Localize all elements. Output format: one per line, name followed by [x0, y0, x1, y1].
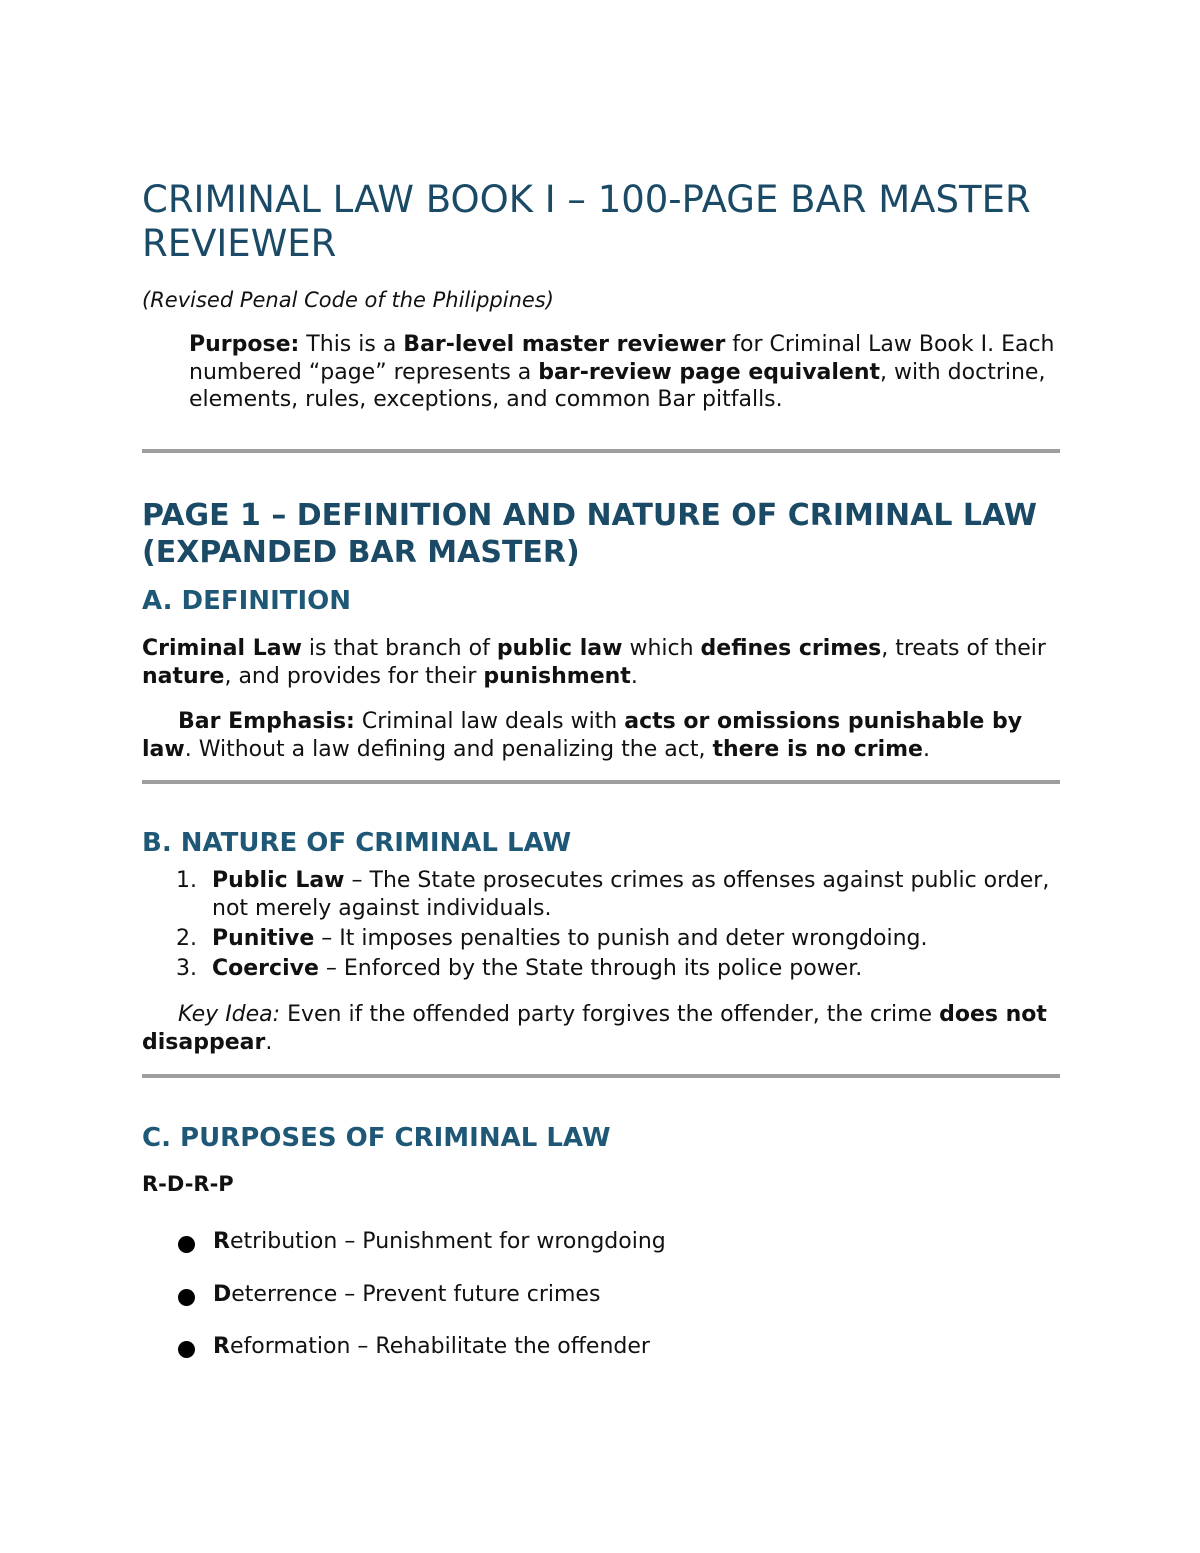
list-item: [142, 1228, 666, 1281]
section-c-heading: C. PURPOSES OF CRIMINAL LAW: [142, 1123, 611, 1153]
initial-letter: R: [213, 1229, 230, 1254]
key-idea-label: Key Idea:: [178, 1002, 281, 1027]
bullet-icon: [178, 1289, 195, 1306]
bold-text: acts or omissions punishable by law: [142, 709, 1023, 762]
list-text: eformation – Rehabilitate the offender: [229, 1334, 650, 1359]
definition-paragraph: [142, 635, 1060, 691]
bold-text: there is no crime: [712, 737, 923, 762]
list-number: 2.: [176, 926, 197, 951]
text: , treats of their: [881, 636, 1046, 661]
list-term: Public Law: [212, 868, 345, 893]
purpose-text: , with doctrine, elements, rules, exceptions, and common Bar pitfalls.: [189, 359, 1046, 412]
section-a-heading: A. DEFINITION: [142, 586, 352, 616]
text: .: [922, 737, 930, 762]
purpose-label: Purpose:: [189, 332, 300, 357]
list-number: 1.: [176, 868, 197, 893]
text: . Without a law defining and penalizing the act,: [184, 737, 713, 762]
text: is that branch of: [301, 636, 497, 661]
purposes-list: [142, 1228, 666, 1386]
section-b-heading: B. NATURE OF CRIMINAL LAW: [142, 828, 572, 858]
bold-text: Criminal Law: [142, 636, 302, 661]
text: Criminal law deals with: [354, 709, 625, 734]
nature-list: [142, 867, 1060, 985]
initial-letter: R: [213, 1334, 230, 1359]
list-desc: – It imposes penalties to punish and deter wrongdoing.: [314, 926, 928, 951]
list-term: Coercive: [212, 956, 319, 981]
bullet-icon: [178, 1341, 195, 1358]
text: .: [265, 1030, 273, 1055]
list-item: [142, 1281, 666, 1334]
text: .: [630, 664, 638, 689]
list-text: eterrence – Prevent future crimes: [231, 1281, 601, 1307]
divider: [142, 780, 1060, 784]
purpose-text: This is a: [299, 332, 404, 357]
bullet-icon: [178, 1236, 195, 1253]
bar-emphasis-paragraph: [142, 708, 1060, 764]
list-item: [142, 925, 1060, 953]
purpose-bold-text: bar-review page equivalent: [538, 359, 881, 385]
bold-text: public law: [496, 636, 623, 661]
list-text: etribution – Punishment for wrongdoing: [229, 1229, 666, 1254]
emphasis-label: Bar Emphasis:: [178, 709, 355, 734]
text: , and provides for their: [224, 664, 484, 689]
divider: [142, 449, 1060, 453]
list-desc: – Enforced by the State through its police power.: [318, 956, 863, 981]
list-term: Punitive: [212, 926, 315, 951]
list-item: [142, 955, 1060, 983]
divider: [142, 1074, 1060, 1078]
list-desc: – The State prosecutes crimes as offenses against public order, not merely against individuals.: [212, 868, 1050, 921]
text: Even if the offended party forgives the offender, the crime: [280, 1002, 940, 1027]
purpose-text: for Criminal Law Book I. Each numbered “page” represents a: [189, 332, 1055, 385]
bold-text: nature: [142, 664, 225, 689]
document-title: CRIMINAL LAW BOOK I – 100-PAGE BAR MASTER REVIEWER: [142, 178, 1031, 265]
list-item: [142, 867, 1060, 923]
list-number: 3.: [176, 956, 197, 981]
purpose-paragraph: [189, 331, 1059, 414]
key-idea-paragraph: [142, 1001, 1060, 1057]
bold-text: defines crimes: [700, 636, 882, 661]
text: which: [622, 636, 701, 661]
bold-text: does not disappear: [142, 1002, 1047, 1055]
purpose-bold-text: Bar-level master reviewer: [403, 332, 726, 357]
mnemonic: R-D-R-P: [142, 1172, 234, 1196]
bold-text: punishment: [483, 664, 631, 689]
initial-letter: D: [213, 1281, 232, 1307]
document-subtitle: (Revised Penal Code of the Philippines): [142, 288, 554, 312]
list-item: [142, 1333, 666, 1386]
page1-heading: PAGE 1 – DEFINITION AND NATURE OF CRIMINAL LAW (EXPANDED BAR MASTER): [142, 498, 1038, 570]
